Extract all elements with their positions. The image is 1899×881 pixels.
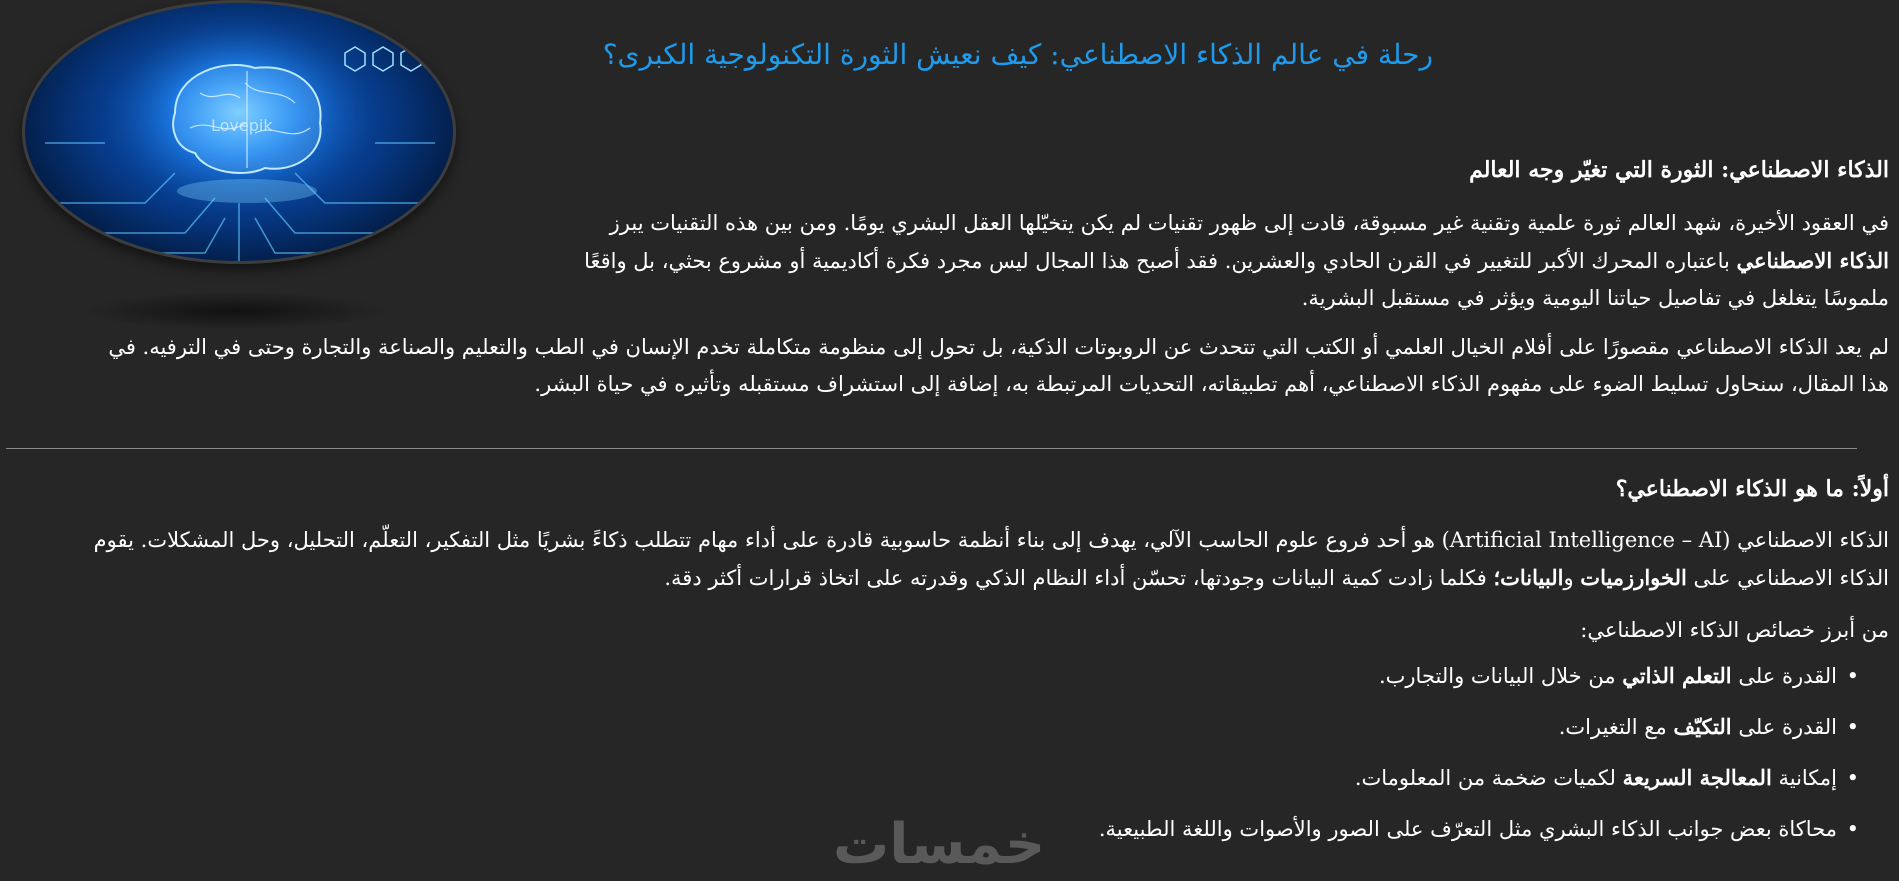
list-item — [889, 709, 1889, 760]
features-intro: من أبرز خصائص الذكاء الاصطناعي: — [1580, 618, 1889, 642]
list-item — [889, 658, 1889, 709]
section-divider — [6, 448, 1857, 449]
list-item — [889, 760, 1889, 811]
intro-p1-bold-term: الذكاء الاصطناعي — [1736, 248, 1889, 273]
hero-shadow — [80, 292, 390, 330]
list-item-text: القدرة على — [1731, 715, 1837, 739]
hero-watermark-text: Lovepik — [211, 116, 273, 135]
section1-p1-bold-algorithms: الخوارزميات — [1580, 565, 1687, 590]
intro-p1-text-start: في العقود الأخيرة، شهد العالم ثورة علمية وتقنية غير مسبوقة، قادت إلى ظهور تقنيات لم يكن يتخيّلها العقل البشري يومًا. ومن بين هذه التقنيات يبرز — [609, 211, 1889, 235]
section1-p1-text-end: فكلما زادت كمية البيانات وجودتها، تحسّن أداء النظام الذكي وقدرته على اتخاذ قرارات أكثر دقة. — [664, 566, 1494, 590]
intro-heading: الذكاء الاصطناعي: الثورة التي تغيّر وجه العالم — [1469, 157, 1889, 183]
list-item-bold: التعلم الذاتي — [1622, 663, 1732, 688]
list-item-bold: التكيّف — [1673, 714, 1732, 739]
hero-image — [22, 0, 456, 264]
list-item-text-end: لكميات ضخمة من المعلومات. — [1354, 766, 1623, 790]
khamsat-watermark-logo: خمسات — [833, 812, 1046, 877]
intro-paragraph-1 — [557, 205, 1889, 317]
section1-p1-conjunction: و — [1563, 566, 1581, 590]
intro-paragraph-2: لم يعد الذكاء الاصطناعي مقصورًا على أفلام الخيال العلمي أو الكتب التي تتحدث عن الروبوتات الذكية، بل تحول إلى منظومة متكاملة تخدم الإنسان في الطب والتعليم والصناعة والتجارة وحتى في الترفيه. في هذا المقال، سنحاول تسليط الضوء على مفهوم الذكاء الاصطناعي، أهم تطبيقاته، التحديات المرتبطة به، إضافة إلى استشراف مستقبله وتأثيره في حياة البشر. — [108, 335, 1889, 396]
section1-paragraph — [47, 522, 1889, 597]
list-item-bold: المعالجة السريعة — [1622, 765, 1772, 790]
intro-p1-text-end: باعتباره المحرك الأكبر للتغيير في القرن الحادي والعشرين. فقد أصبح هذا المجال ليس مجرد فكرة أكاديمية أو مشروع بحثي، بل واقعًا ملموسًا يتغلغل في تفاصيل حياتنا اليومية ويؤثر في مستقبل البشرية. — [584, 249, 1889, 310]
article-title: رحلة في عالم الذكاء الاصطناعي: كيف نعيش الثورة التكنولوجية الكبرى؟ — [602, 38, 1433, 71]
list-item-text-end: من خلال البيانات والتجارب. — [1378, 664, 1623, 688]
section1-p1-bold-data: البيانات؛ — [1493, 565, 1564, 590]
ai-brain-illustration — [25, 3, 453, 261]
section1-heading: أولاً: ما هو الذكاء الاصطناعي؟ — [1615, 476, 1889, 502]
list-item-text: القدرة على — [1731, 664, 1837, 688]
list-item-text: محاكاة بعض جوانب الذكاء البشري مثل التعرّف على الصور والأصوات واللغة الطبيعية. — [1098, 817, 1837, 841]
section1-p1-text-start: الذكاء الاصطناعي (Artificial Intelligence – AI) هو أحد فروع علوم الحاسب الآلي، يهدف إلى بناء أنظمة حاسوبية قادرة على أداء مهام تتطلب ذكاءً بشريًا مثل التفكير، التعلّم، التحليل، وحل المشكلات. يقوم الذكاء الاصطناعي على — [93, 528, 1889, 590]
list-item-text: إمكانية — [1771, 766, 1837, 790]
list-item-text-end: مع التغيرات. — [1558, 715, 1674, 739]
